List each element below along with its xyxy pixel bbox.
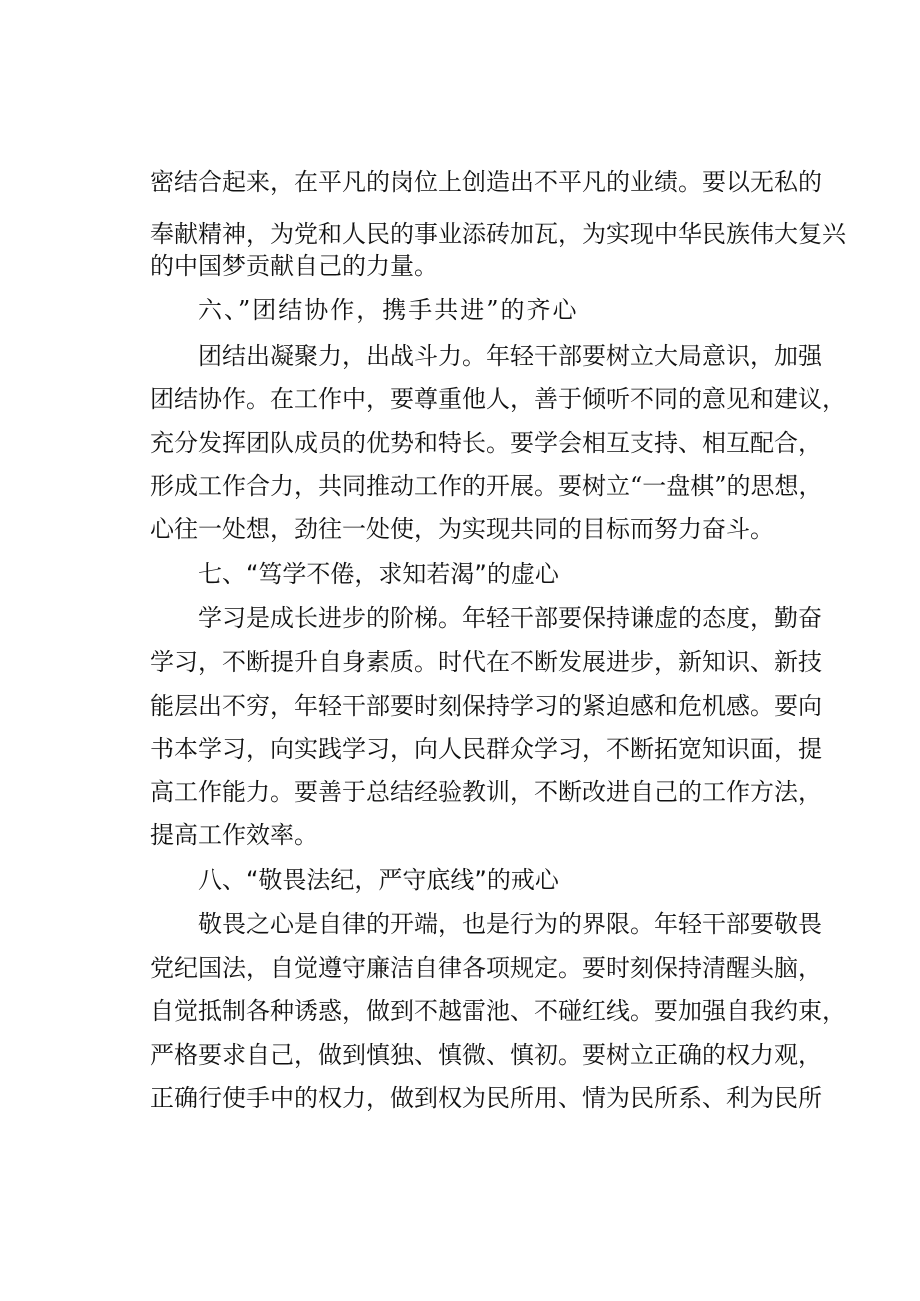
paragraph-line: 能层出不穷，年轻干部要时刻保持学习的紧迫感和危机感。要向 bbox=[150, 692, 822, 720]
paragraph-line: 书本学习，向实践学习，向人民群众学习，不断拓宽知识面，提 bbox=[150, 735, 822, 763]
paragraph-line: 形成工作合力，共同推动工作的开展。要树立“一盘棋”的思想， bbox=[150, 472, 823, 500]
section-heading-7: 七、“笃学不倦，求知若渴”的虚心 bbox=[198, 560, 559, 588]
paragraph-line: 高工作能力。要善于总结经验教训，不断改进自己的工作方法， bbox=[150, 778, 822, 806]
paragraph-line: 奉献精神，为党和人民的事业添砖加瓦，为实现中华民族伟大复兴 bbox=[150, 220, 846, 248]
paragraph-line: 自觉抵制各种诱惑，做到不越雷池、不碰红线。要加强自我约束， bbox=[150, 997, 846, 1025]
section-heading-8: 八、“敬畏法纪，严守底线”的戒心 bbox=[198, 866, 559, 894]
paragraph-line: 严格要求自己，做到慎独、慎微、慎初。要树立正确的权力观， bbox=[150, 1041, 822, 1069]
section-heading-6: 六、”团结协作，携手共进”的齐心 bbox=[198, 296, 579, 324]
paragraph-line: 充分发挥团队成员的优势和特长。要学会相互支持、相互配合， bbox=[150, 429, 822, 457]
paragraph-line: 团结协作。在工作中，要尊重他人，善于倾听不同的意见和建议， bbox=[150, 385, 846, 413]
paragraph-line: 提高工作效率。 bbox=[150, 821, 318, 849]
paragraph-line: 密结合起来，在平凡的岗位上创造出不平凡的业绩。要以无私的 bbox=[150, 168, 822, 196]
paragraph-line: 敬畏之心是自律的开端，也是行为的界限。年轻干部要敬畏 bbox=[198, 910, 822, 938]
paragraph-line: 团结出凝聚力，出战斗力。年轻干部要树立大局意识，加强 bbox=[198, 342, 822, 370]
paragraph-line: 学习，不断提升自身素质。时代在不断发展进步，新知识、新技 bbox=[150, 648, 822, 676]
paragraph-line: 的中国梦贡献自己的力量。 bbox=[150, 252, 438, 280]
paragraph-line: 党纪国法，自觉遵守廉洁自律各项规定。要时刻保持清醒头脑， bbox=[150, 954, 822, 982]
paragraph-line: 学习是成长进步的阶梯。年轻干部要保持谦虚的态度，勤奋 bbox=[198, 604, 822, 632]
paragraph-line: 心往一处想，劲往一处使，为实现共同的目标而努力奋斗。 bbox=[150, 515, 774, 543]
paragraph-line: 正确行使手中的权力，做到权为民所用、情为民所系、利为民所 bbox=[150, 1084, 822, 1112]
